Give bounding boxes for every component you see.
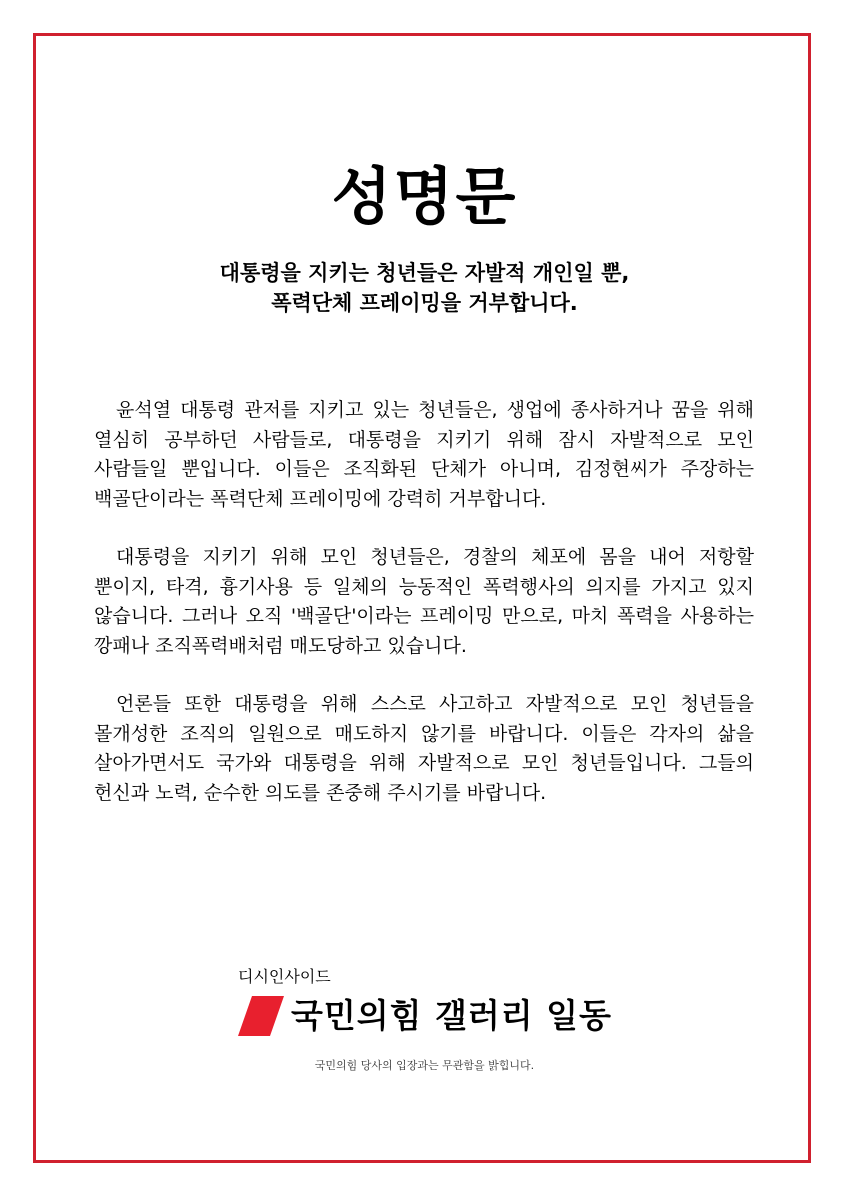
document-title: 성명문 xyxy=(331,160,518,233)
red-parallelogram-icon xyxy=(238,996,284,1036)
subtitle-line: 대통령을 지키는 청년들은 자발적 개인일 뿐, xyxy=(219,261,630,285)
subtitle-line: 폭력단체 프레이밍을 거부합니다. xyxy=(271,291,578,315)
org-signature: 국민의힘 갤러리 일동 xyxy=(291,996,612,1035)
body-paragraph: 대통령을 지키기 위해 모인 청년들은, 경찰의 체포에 몸을 내어 저항할 뿐이지, 타격, 흉기사용 등 일체의 능동적인 폭력행사의 의지를 가지고 있지 않습니다. 그러나 오직 '백골단'이라는 프레이밍 만으로, 마치 폭력을 사용하는 깡패나 조직폭력배처럼 매도당하고 있습니다. xyxy=(94,546,754,657)
document-subtitle xyxy=(0,258,849,318)
org-affiliation: 디시인사이드 xyxy=(238,967,331,986)
body-paragraph: 언론들 또한 대통령을 위해 스스로 사고하고 자발적으로 모인 청년들을 몰개성한 조직의 일원으로 매도하지 않기를 바랍니다. 이들은 각자의 삶을 살아가면서도 국가와 대통령을 위해 자발적으로 모인 청년들입니다. 그들의 헌신과 노력, 순수한 의도를 존중해 주시기를 바랍니다. xyxy=(94,693,754,804)
statement-body xyxy=(94,396,754,837)
disclaimer-note: 국민의힘 당사의 입장과는 무관함을 밝힙니다. xyxy=(314,1059,535,1072)
body-paragraph: 윤석열 대통령 관저를 지키고 있는 청년들은, 생업에 종사하거나 꿈을 위해 열심히 공부하던 사람들로, 대통령을 지키기 위해 잠시 자발적으로 모인 사람들일 뿐입니다. 이들은 조직화된 단체가 아니며, 김정현씨가 주장하는 백골단이라는 폭력단체 프레이밍에 강력히 거부합니다. xyxy=(94,399,754,510)
